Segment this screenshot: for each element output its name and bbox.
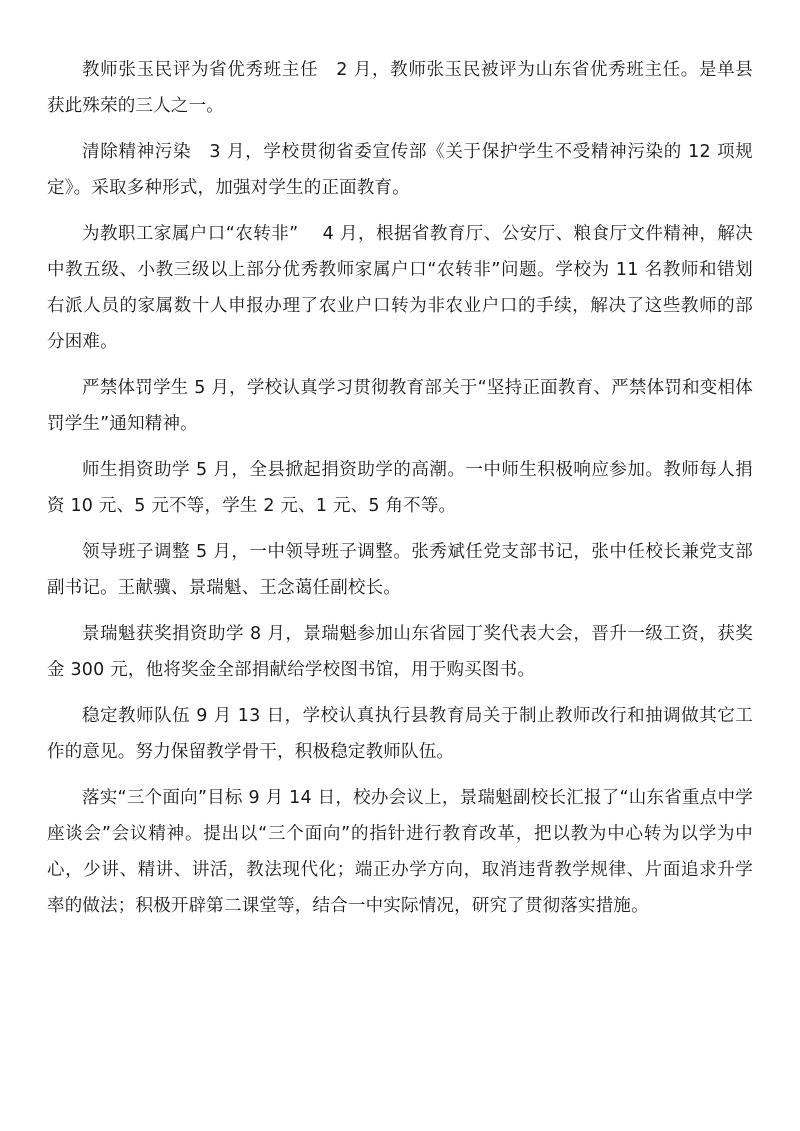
paragraph-award-donation [47, 616, 753, 688]
paragraph-leadership-change [47, 534, 753, 606]
paragraph-heading: 稳定教师队伍 [82, 706, 191, 726]
paragraph-teacher-stability [47, 698, 753, 770]
document-page [47, 52, 753, 934]
paragraph-outstanding-teacher [47, 52, 753, 124]
paragraph-household-registration [47, 216, 753, 360]
paragraph-body: 5 月，一中领导班子调整。张秀斌任党支部书记，张中任校长兼党支部副书记。王献骥、景瑞魁、王念蔼任副校长。 [47, 542, 754, 598]
paragraph-heading: 教师张玉民评为省优秀班主任 [82, 60, 319, 80]
paragraph-body: 9 月 13 日，学校认真执行县教育局关于制止教师改行和抽调做其它工作的意见。努力保留教学骨干，积极稳定教师队伍。 [47, 706, 753, 762]
paragraph-heading: 师生捐资助学 [82, 460, 190, 480]
paragraph-body: 4 月，根据省教育厅、公安厅、粮食厅文件精神，解决中教五级、小教三级以上部分优秀教师家属户口“农转非”问题。学校为 11 名教师和错划右派人员的家属数十人申报办理了农业户口转为非农业户口的手续，解决了这些教师的部分困难。 [47, 224, 753, 352]
paragraph-three-orientations [47, 780, 753, 924]
paragraph-body: 3 月，学校贯彻省委宣传部《关于保护学生不受精神污染的 12 项规定》。采取多种形式，加强对学生的正面教育。 [47, 142, 753, 198]
paragraph-donation [47, 452, 753, 524]
paragraph-corporal-punishment [47, 370, 753, 442]
paragraph-body: 2 月，教师张玉民被评为山东省优秀班主任。是单县获此殊荣的三人之一。 [47, 60, 753, 116]
paragraph-heading: 清除精神污染 [82, 142, 192, 162]
paragraph-spiritual-pollution [47, 134, 753, 206]
paragraph-heading: 严禁体罚学生 [82, 378, 189, 398]
paragraph-body: 9 月 14 日，校办会议上，景瑞魁副校长汇报了“山东省重点中学座谈会”会议精神。提出以“三个面向”的指针进行教育改革，把以教为中心转为以学为中心，少讲、精讲、讲活，教法现代化；端正办学方向，取消违背教学规律、片面追求升学率的做法；积极开辟第二课堂等，结合一中实际情况，研究了贯彻落实措施。 [47, 788, 753, 916]
paragraph-body: 5 月，学校认真学习贯彻教育部关于“坚持正面教育、严禁体罚和变相体罚学生”通知精神。 [47, 378, 753, 434]
paragraph-heading: 领导班子调整 [82, 542, 190, 562]
paragraph-heading: 景瑞魁获奖捐资助学 [82, 624, 244, 644]
paragraph-heading: 为教职工家属户口“农转非” [82, 224, 299, 244]
paragraph-heading: 落实“三个面向”目标 [82, 788, 243, 808]
paragraph-body: 8 月，景瑞魁参加山东省园丁奖代表大会，晋升一级工资，获奖金 300 元，他将奖金全部捐献给学校图书馆，用于购买图书。 [47, 624, 753, 680]
paragraph-body: 5 月，全县掀起捐资助学的高潮。一中师生积极响应参加。教师每人捐资 10 元、5 元不等，学生 2 元、1 元、5 角不等。 [47, 460, 754, 516]
